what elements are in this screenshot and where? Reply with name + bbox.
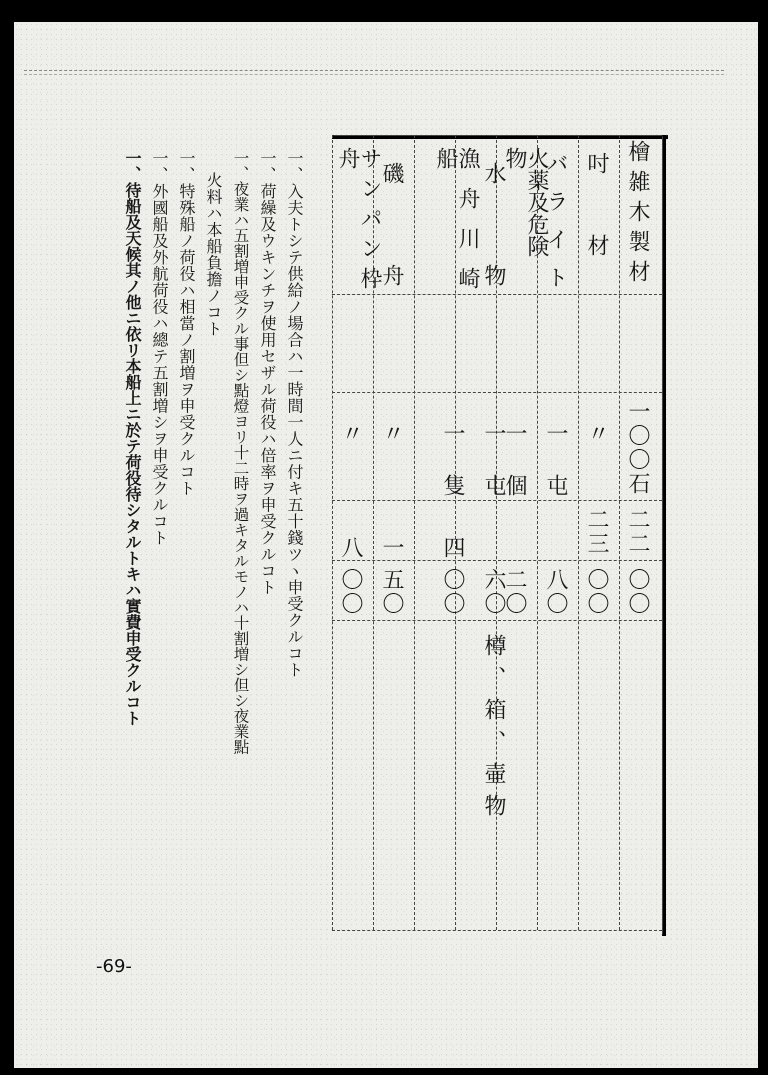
item-name: 磯舟: [379, 162, 404, 366]
item-name: 水物: [481, 162, 506, 366]
quantity-unit: 一屯: [543, 422, 568, 526]
item-name: バライト: [543, 152, 568, 304]
rate-sen: 〇〇: [625, 568, 650, 616]
rate-yen: 二三: [584, 508, 609, 556]
paper-sheet: [14, 22, 758, 1068]
quantity-unit: 一〇〇石: [625, 400, 650, 496]
rate-sen: 八〇: [543, 568, 568, 616]
quantity-unit: 一屯: [481, 422, 506, 526]
rate-yen: 一: [379, 536, 404, 566]
header-rule-2: [24, 74, 724, 75]
rate-sen: 二〇: [502, 568, 527, 616]
item-name: 吋材: [584, 152, 609, 316]
rate-sen: 〇〇: [440, 568, 465, 616]
item-name: 火薬及危険物: [502, 147, 549, 257]
quantity-unit: 〃: [379, 422, 404, 452]
table-rule: [332, 620, 662, 621]
quantity-unit: 〃: [584, 422, 609, 452]
item-name: サンパン枠舟: [335, 147, 382, 297]
rate-sen: 〇〇: [584, 568, 609, 616]
table-rule: [332, 392, 662, 393]
table-col-rule: [414, 135, 415, 930]
rate-sen: 六〇: [481, 568, 506, 616]
rate-yen: 二二: [625, 508, 650, 556]
table-col-rule: [578, 135, 579, 930]
page-number: -69-: [96, 956, 132, 977]
item-name: 漁舟川崎船: [433, 147, 480, 307]
rate-yen: 四: [440, 536, 465, 566]
table-top-rule: [332, 135, 668, 139]
item-name: 檜雑木製材: [625, 140, 650, 290]
rule-item: 一、特殊船ノ荷役ハ相當ノ割増ヲ申受クルコト: [177, 150, 196, 497]
rate-sen: 五〇: [379, 568, 404, 616]
rule-item: 一、夜業ハ五割増申受クル事但シ點燈ヨリ十二時ヲ過キタルモノハ十割増シ但シ夜業點: [231, 150, 250, 755]
table-col-rule: [332, 135, 333, 930]
table-col-rule: [619, 135, 620, 930]
table-bottom-rule: [332, 930, 662, 931]
rule-item: 一、外國船及外航荷役ハ總テ五割増シヲ申受クルコト: [150, 150, 169, 546]
rule-item: 一、待船及天候其ノ他ニ依リ本船上ニ於テ荷役待シタルトキハ實費申受クルコト: [123, 150, 142, 726]
quantity-unit: 一個: [502, 422, 527, 526]
table-col-rule: [662, 135, 666, 936]
rule-item: 一、荷繰及ウキンチヲ使用セザル荷役ハ倍率ヲ申受クルコト: [258, 150, 277, 596]
quantity-unit: 〃: [338, 422, 363, 452]
header-rule: [24, 70, 724, 71]
rule-item: 一、入夫トシテ供給ノ場合ハ一時間一人ニ付キ五十錢ツヽ申受クルコト: [285, 150, 304, 678]
rule-item-continuation: 火料ハ本船負擔ノコト: [204, 172, 223, 337]
rate-sen: 〇〇: [338, 568, 363, 616]
packaging-note: 樽、箱、壷物: [481, 634, 506, 826]
quantity-unit: 一隻: [440, 422, 465, 526]
rate-yen: 八: [338, 536, 363, 566]
